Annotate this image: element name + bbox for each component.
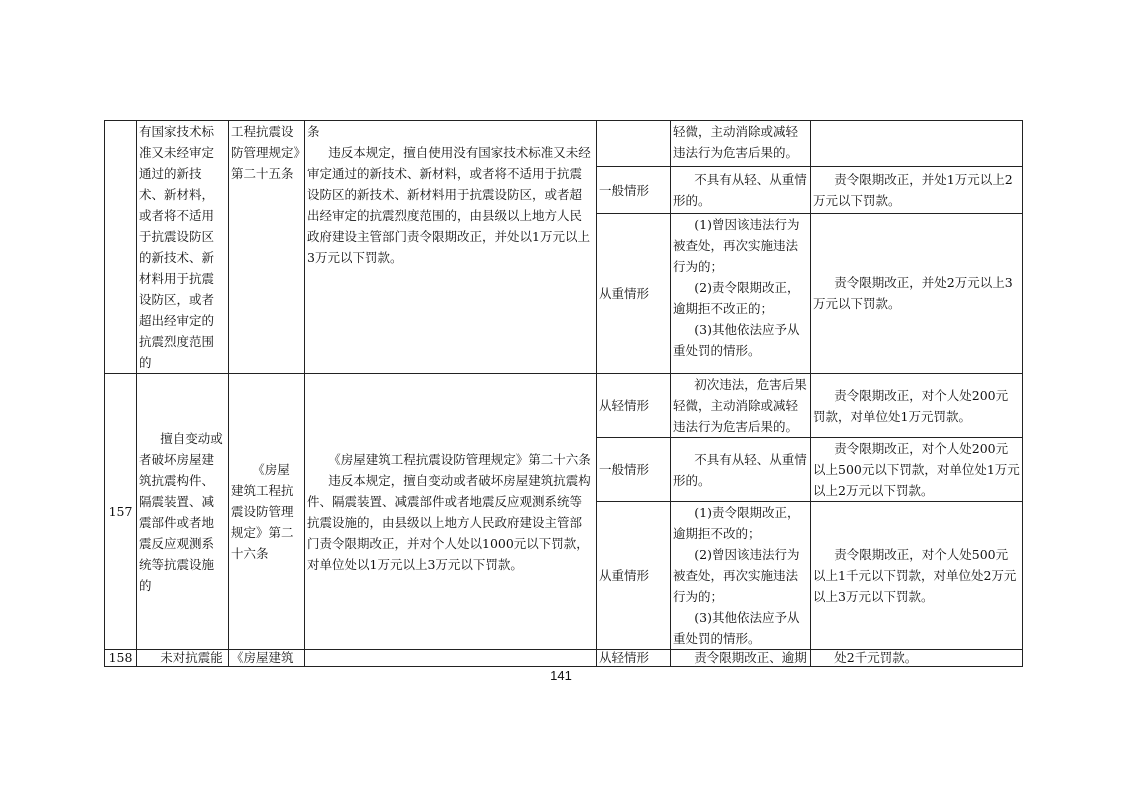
criteria-cell: 不具有从轻、从重情形的。 — [671, 438, 811, 502]
situation-cell: 一般情形 — [597, 438, 671, 502]
table-row — [105, 374, 1023, 438]
penalty-cell: 责令限期改正，对个人处200元以上500元以下罚款，对单位处1万元以上2万元以下罚款。 — [811, 438, 1023, 502]
table-row — [105, 121, 1023, 167]
clause-heading: 《房屋建筑工程抗震设防管理规定》第二十六条 — [328, 451, 591, 467]
row-number — [105, 121, 137, 374]
criteria-cell: (1)曾因该违法行为被查处，再次实施违法行为的； (2)责令限期改正，逾期拒不改正的； (3)其他依法应予从重处罚的情形。 — [671, 213, 811, 373]
situation-cell — [597, 121, 671, 167]
penalty-cell: 责令限期改正，并处1万元以上2万元以下罚款。 — [811, 167, 1023, 213]
row-number: 158 — [105, 650, 137, 667]
criteria-cell: 轻微，主动消除或减轻违法行为危害后果的。 — [671, 121, 811, 167]
clause-text: 违反本规定，擅自变动或者破坏房屋建筑抗震构件、隔震装置、减震部件或者地震反应观测系统等抗震设施的，由县级以上地方人民政府建设主管部门责令限期改正，并对个人处以1000元以下罚款，对单位处以1万元以上3万元以下罚款。 — [307, 472, 591, 572]
penalty-cell: 处2千元罚款。 — [811, 650, 1023, 667]
penalty-table — [104, 120, 1023, 667]
clause-text: 违反本规定，擅自使用没有国家技术标准又未经审定通过的新技术、新材料，或者将不适用于抗震设防区的新技术、新材料用于抗震设防区，或者超出经审定的抗震烈度范围的，由县级以上地方人民政府建设主管部门责令限期改正，并处以1万元以上3万元以下罚款。 — [307, 145, 591, 265]
penalty-cell: 责令限期改正，并处2万元以上3万元以下罚款。 — [811, 213, 1023, 373]
situation-cell: 一般情形 — [597, 167, 671, 213]
legal-basis: 《房屋建筑工程抗震设防管理规定》第二十六条 — [229, 374, 305, 650]
penalty-cell — [811, 121, 1023, 167]
penalty-cell: 责令限期改正，对个人处200元罚款，对单位处1万元罚款。 — [811, 374, 1023, 438]
criteria-cell: 不具有从轻、从重情形的。 — [671, 167, 811, 213]
penalty-clause — [305, 374, 597, 650]
criteria-cell: 责令限期改正、逾期 — [671, 650, 811, 667]
penalty-clause — [305, 121, 597, 374]
situation-cell: 从重情形 — [597, 502, 671, 650]
situation-cell: 从轻情形 — [597, 650, 671, 667]
penalty-clause — [305, 650, 597, 667]
page-number: 141 — [550, 668, 572, 683]
legal-basis: 工程抗震设防管理规定》第二十五条 — [229, 121, 305, 374]
criteria-cell: 初次违法，危害后果轻微，主动消除或减轻违法行为危害后果的。 — [671, 374, 811, 438]
violation-behavior: 擅自变动或者破坏房屋建筑抗震构件、隔震装置、减震部件或者地震反应观测系统等抗震设施的 — [137, 374, 229, 650]
violation-behavior: 未对抗震能 — [137, 650, 229, 667]
penalty-cell: 责令限期改正，对个人处500元以上1千元以下罚款，对单位处2万元以上3万元以下罚款。 — [811, 502, 1023, 650]
situation-cell: 从重情形 — [597, 213, 671, 373]
row-number: 157 — [105, 374, 137, 650]
table-row — [105, 650, 1023, 667]
violation-behavior: 有国家技术标准又未经审定通过的新技术、新材料，或者将不适用于抗震设防区的新技术、新材料用于抗震设防区，或者超出经审定的抗震烈度范围的 — [137, 121, 229, 374]
legal-basis: 《房屋建筑 — [229, 650, 305, 667]
situation-cell: 从轻情形 — [597, 374, 671, 438]
criteria-cell: (1)责令限期改正，逾期拒不改的； (2)曾因该违法行为被查处，再次实施违法行为的； (3)其他依法应予从重处罚的情形。 — [671, 502, 811, 650]
clause-heading: 条 — [307, 124, 320, 139]
